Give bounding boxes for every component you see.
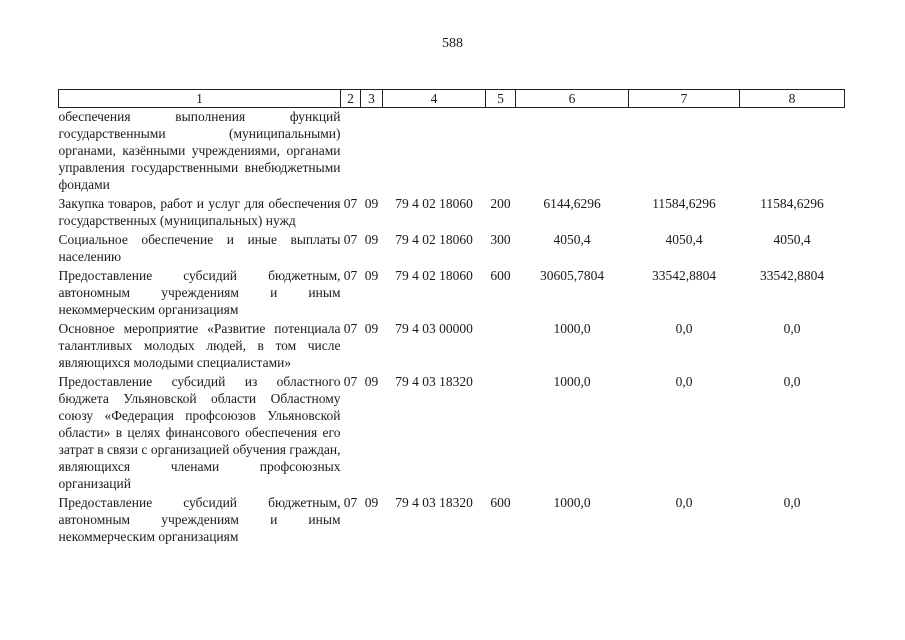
row-name: Закупка товаров, работ и услуг для обеспечения государственных (муниципальных) нужд [58,196,341,228]
table-row [59,108,845,196]
row-target-article: 79 4 02 18060 [395,232,473,247]
row-expense-type [486,373,516,494]
row-amount-col7: 0,0 [675,321,693,336]
row-section: 07 [343,374,358,389]
table-row [59,373,845,494]
row-subsection: 09 [364,268,379,283]
row-target-article [383,108,486,196]
row-amount-col6: 1000,0 [553,321,591,336]
row-target-article: 79 4 02 18060 [395,196,473,211]
row-expense-type: 600 [490,495,511,510]
row-amount-col6: 1000,0 [553,374,591,389]
row-subsection: 09 [364,232,379,247]
header-col-3: 3 [361,90,383,108]
table-row [59,267,845,320]
row-expense-type: 300 [490,232,511,247]
row-amount-col6: 4050,4 [553,232,591,247]
row-name: Социальное обеспечение и иные выплаты населению [58,232,341,264]
header-col-4: 4 [383,90,486,108]
row-amount-col8: 33542,8804 [759,268,825,283]
budget-table [58,89,845,547]
row-amount-col7: 0,0 [675,495,693,510]
row-expense-type: 600 [490,268,511,283]
row-subsection: 09 [364,321,379,336]
row-name: Предоставление субсидий бюджетным, автономным учреждениям и иным некоммерческим организациям [58,268,341,317]
row-section: 07 [343,321,358,336]
row-subsection: 09 [364,196,379,211]
row-target-article: 79 4 02 18060 [395,268,473,283]
row-section: 07 [343,268,358,283]
row-amount-col6: 30605,7804 [539,268,605,283]
row-subsection [361,108,383,196]
row-section: 07 [343,196,358,211]
row-name: Предоставление субсидий из областного бюджета Ульяновской области Областному союзу «Федерация профсоюзов Ульяновской области» в целях финансового обеспечения его затрат в связи с организацией обучения граждан, являющихся членами профсоюзных организаций [58,374,341,491]
table-header-row [59,90,845,108]
row-amount-col6: 6144,6296 [543,196,601,211]
row-target-article: 79 4 03 18320 [395,495,473,510]
table-row [59,320,845,373]
row-amount-col7 [629,108,740,196]
row-target-article: 79 4 03 18320 [395,374,473,389]
row-subsection: 09 [364,495,379,510]
row-amount-col7: 33542,8804 [651,268,717,283]
row-expense-type [486,108,516,196]
page-number: 588 [442,36,463,51]
row-amount-col6 [516,108,629,196]
row-name: Предоставление субсидий бюджетным, автономным учреждениям и иным некоммерческим организациям [58,495,341,544]
row-target-article: 79 4 03 00000 [395,321,473,336]
header-col-8: 8 [740,90,845,108]
row-amount-col6: 1000,0 [553,495,591,510]
row-expense-type: 200 [490,196,511,211]
table-row [59,195,845,231]
row-amount-col8: 0,0 [783,374,801,389]
row-expense-type [486,320,516,373]
row-amount-col7: 0,0 [675,374,693,389]
row-name: обеспечения выполнения функций государственными (муниципальными) органами, казёнными учреждениями, органами управления государственными внебюджетными фондами [58,109,341,192]
row-name: Основное мероприятие «Развитие потенциала талантливых молодых людей, в том числе являющихся молодыми специалистами» [58,321,341,370]
row-section: 07 [343,495,358,510]
header-col-7: 7 [629,90,740,108]
header-col-2: 2 [341,90,361,108]
row-amount-col7: 11584,6296 [652,196,716,211]
row-subsection: 09 [364,374,379,389]
row-amount-col8: 4050,4 [773,232,811,247]
table-row [59,231,845,267]
row-section [341,108,361,196]
header-col-6: 6 [516,90,629,108]
row-section: 07 [343,232,358,247]
row-amount-col7: 4050,4 [665,232,703,247]
row-amount-col8: 0,0 [783,495,801,510]
header-col-1: 1 [59,90,341,108]
table-row [59,494,845,547]
row-amount-col8 [740,108,845,196]
row-amount-col8: 0,0 [783,321,801,336]
header-col-5: 5 [486,90,516,108]
row-amount-col8: 11584,6296 [760,196,824,211]
